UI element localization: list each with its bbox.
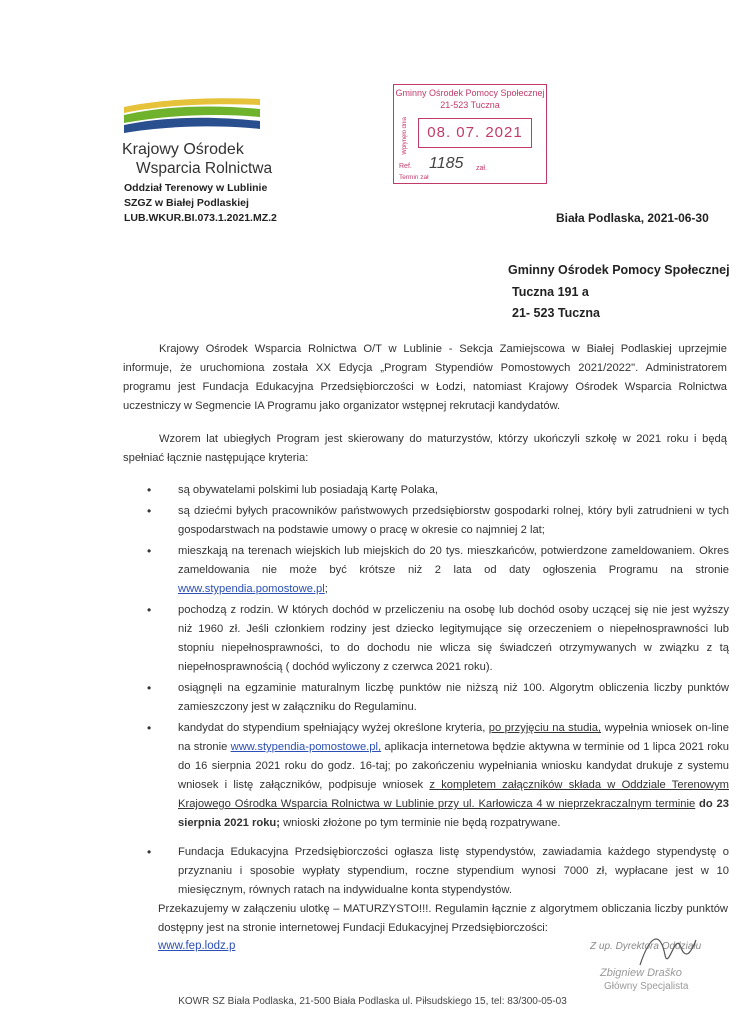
closing-paragraph: Przekazujemy w załączeniu ulotkę – MATURZYSTO!!!. Regulamin łącznie z algorytmem obliczania liczby punktów dostępny jest na stronie internetowej Fundacji Edukacyjnej Przedsiębiorczości: (158, 903, 728, 934)
stamp-ref-label: Ref. (399, 163, 412, 170)
kowr-logo (122, 95, 262, 139)
link-stypendia-pomostowe[interactable]: www.stypendia-pomostowe.pl, (230, 741, 382, 753)
paragraph-criteria-intro: Wzorem lat ubiegłych Program jest skierowany do maturzystów, którzy ukończyli szkołę w 2021 roku i będą spełniać łącznie następujące kryteria: (123, 433, 727, 464)
text: ; (324, 583, 328, 595)
list-item: • są obywatelami polskimi lub posiadają Kartę Polaka, (178, 481, 729, 500)
list-item (178, 542, 729, 599)
stamp-date-label: Wpłynęło dnia (402, 117, 408, 155)
stamp-date: 08. 07. 2021 (427, 124, 523, 141)
list-item: • Fundacja Edukacyjna Przedsiębiorczości ogłasza listę stypendystów, zawiadamia każdego stypendystę o przyznaniu i sposobie wypłaty stypendium, roczne stypendium wynosi 7000 zł, wypłacane jest w 10 miesięcznym, równych ratach na indywidualne konta stypendystów. (178, 843, 729, 900)
stamp-ref-number: 1185 (429, 155, 464, 172)
reference-number: LUB.WKUR.BI.073.1.2021.MZ.2 (124, 212, 277, 224)
text: kandydat do stypendium spełniający wyżej określone kryteria, (178, 722, 489, 734)
paragraph-intro: Krajowy Ośrodek Wsparcia Rolnictwa O/T w Lublinie - Sekcja Zamiejscowa w Białej Podlaskiej uprzejmie informuje, że uruchomiona została XX Edycja „Program Stypendiów Pomostowych 2021/2022". Administratorem programu jest Fundacja Edukacyjna Przedsiębiorczości w Łodzi, natomiast Krajowy Ośrodek Wsparcia Rolnictwa uczestniczy w Segmencie IA Programu jako organizator wstępnej rekrutacji kandydatów. (123, 343, 727, 412)
handwritten-signature (630, 925, 700, 975)
org-dept: Oddział Terenowy w Lublinie (124, 182, 268, 194)
text: wypełnia wniosek on-line na stronie (178, 722, 729, 753)
recipient-street: Tuczna 191 a (512, 285, 589, 299)
deadline: do 23 sierpnia 2021 roku; (178, 798, 729, 829)
stamp-address: 21-523 Tuczna (440, 100, 500, 110)
text-underlined: po przyjęciu na studia, (488, 722, 602, 734)
org-name: Krajowy Ośrodek (122, 141, 244, 158)
signature-name: Zbigniew Draško (600, 967, 682, 979)
link-fep[interactable]: www.fep.lodz.p (158, 940, 236, 952)
list-item: • osiągnęli na egzaminie maturalnym liczbę punktów nie niższą niż 100. Algorytm obliczenia liczby punktów zamieszczony jest w załączniku do Regulaminu. (178, 679, 729, 717)
text: wnioski złożone po tym terminie nie będą rozpatrywane. (279, 817, 561, 829)
text-underlined: z kompletem załączników składa w Oddziale Terenowym Krajowego Ośrodka Wsparcia Rolnictwa w Lublinie przy ul. Karłowicza 4 w nieprzekraczalnym terminie (178, 779, 729, 810)
signature-title: Z up. Dyrektora Oddziału (590, 941, 702, 952)
list-item: • są dziećmi byłych pracowników państwowych przedsiębiorstw gospodarki rolnej, który byli zatrudnieni w tych gospodarstwach na podstawie umowy o pracę w okresie co najmniej 2 lat; (178, 502, 729, 540)
signature-position: Główny Specjalista (604, 981, 689, 992)
criteria-list (178, 481, 729, 902)
footer-address: KOWR SZ Biała Podlaska, 21-500 Biała Podlaska ul. Piłsudskiego 15, tel: 83/300-05-03 (178, 996, 567, 1007)
list-item (178, 719, 729, 833)
stamp-office-name: Gminny Ośrodek Pomocy Społecznej (395, 88, 545, 98)
org-subdept: SZGZ w Białej Podlaskiej (124, 197, 249, 209)
text: mieszkają na terenach wiejskich lub miejskich do 20 tys. mieszkańców, potwierdzone zameldowaniem. Okres zameldowania nie może być krótsze niż 2 lata od daty ogłoszenia Programu na stronie (178, 545, 729, 576)
place-date: Biała Podlaska, 2021-06-30 (556, 211, 709, 225)
stamp-date-box (418, 118, 532, 148)
text: aplikacja internetowa będzie aktywna w terminie od 1 lipca 2021 roku do 16 sierpnia 2021 roku do godz. 16-taj; po zakończeniu wypełniania wniosku kandydat drukuje z systemu wniosek i listę załączników, podpisuje wniosek (178, 741, 729, 791)
recipient-postcode: 21- 523 Tuczna (512, 306, 601, 320)
link-stypendia[interactable]: www.stypendia.pomostowe.pl (178, 583, 325, 595)
list-item: • pochodzą z rodzin. W których dochód w przeliczeniu na osobę lub dochód osoby uczącej się nie jest wyższy niż 1960 zł. Jeśli członkiem rodziny jest dziecko legitymujące się orzeczeniem o niepełnosprawności lub stopniu niepełnosprawności, to do dochodu nie wlicza się świadczeń otrzymywanych w związku z tą niepełnosprawnością ( dochód wyliczony z czerwca 2021 roku). (178, 601, 729, 677)
org-name-sub: Wsparcia Rolnictwa (136, 160, 273, 177)
stamp-termin-label: Termin zał (399, 174, 429, 181)
recipient-name: Gminny Ośrodek Pomocy Społecznej (508, 263, 730, 277)
stamp-zal-label: zał. (476, 165, 487, 172)
received-stamp (393, 84, 547, 184)
